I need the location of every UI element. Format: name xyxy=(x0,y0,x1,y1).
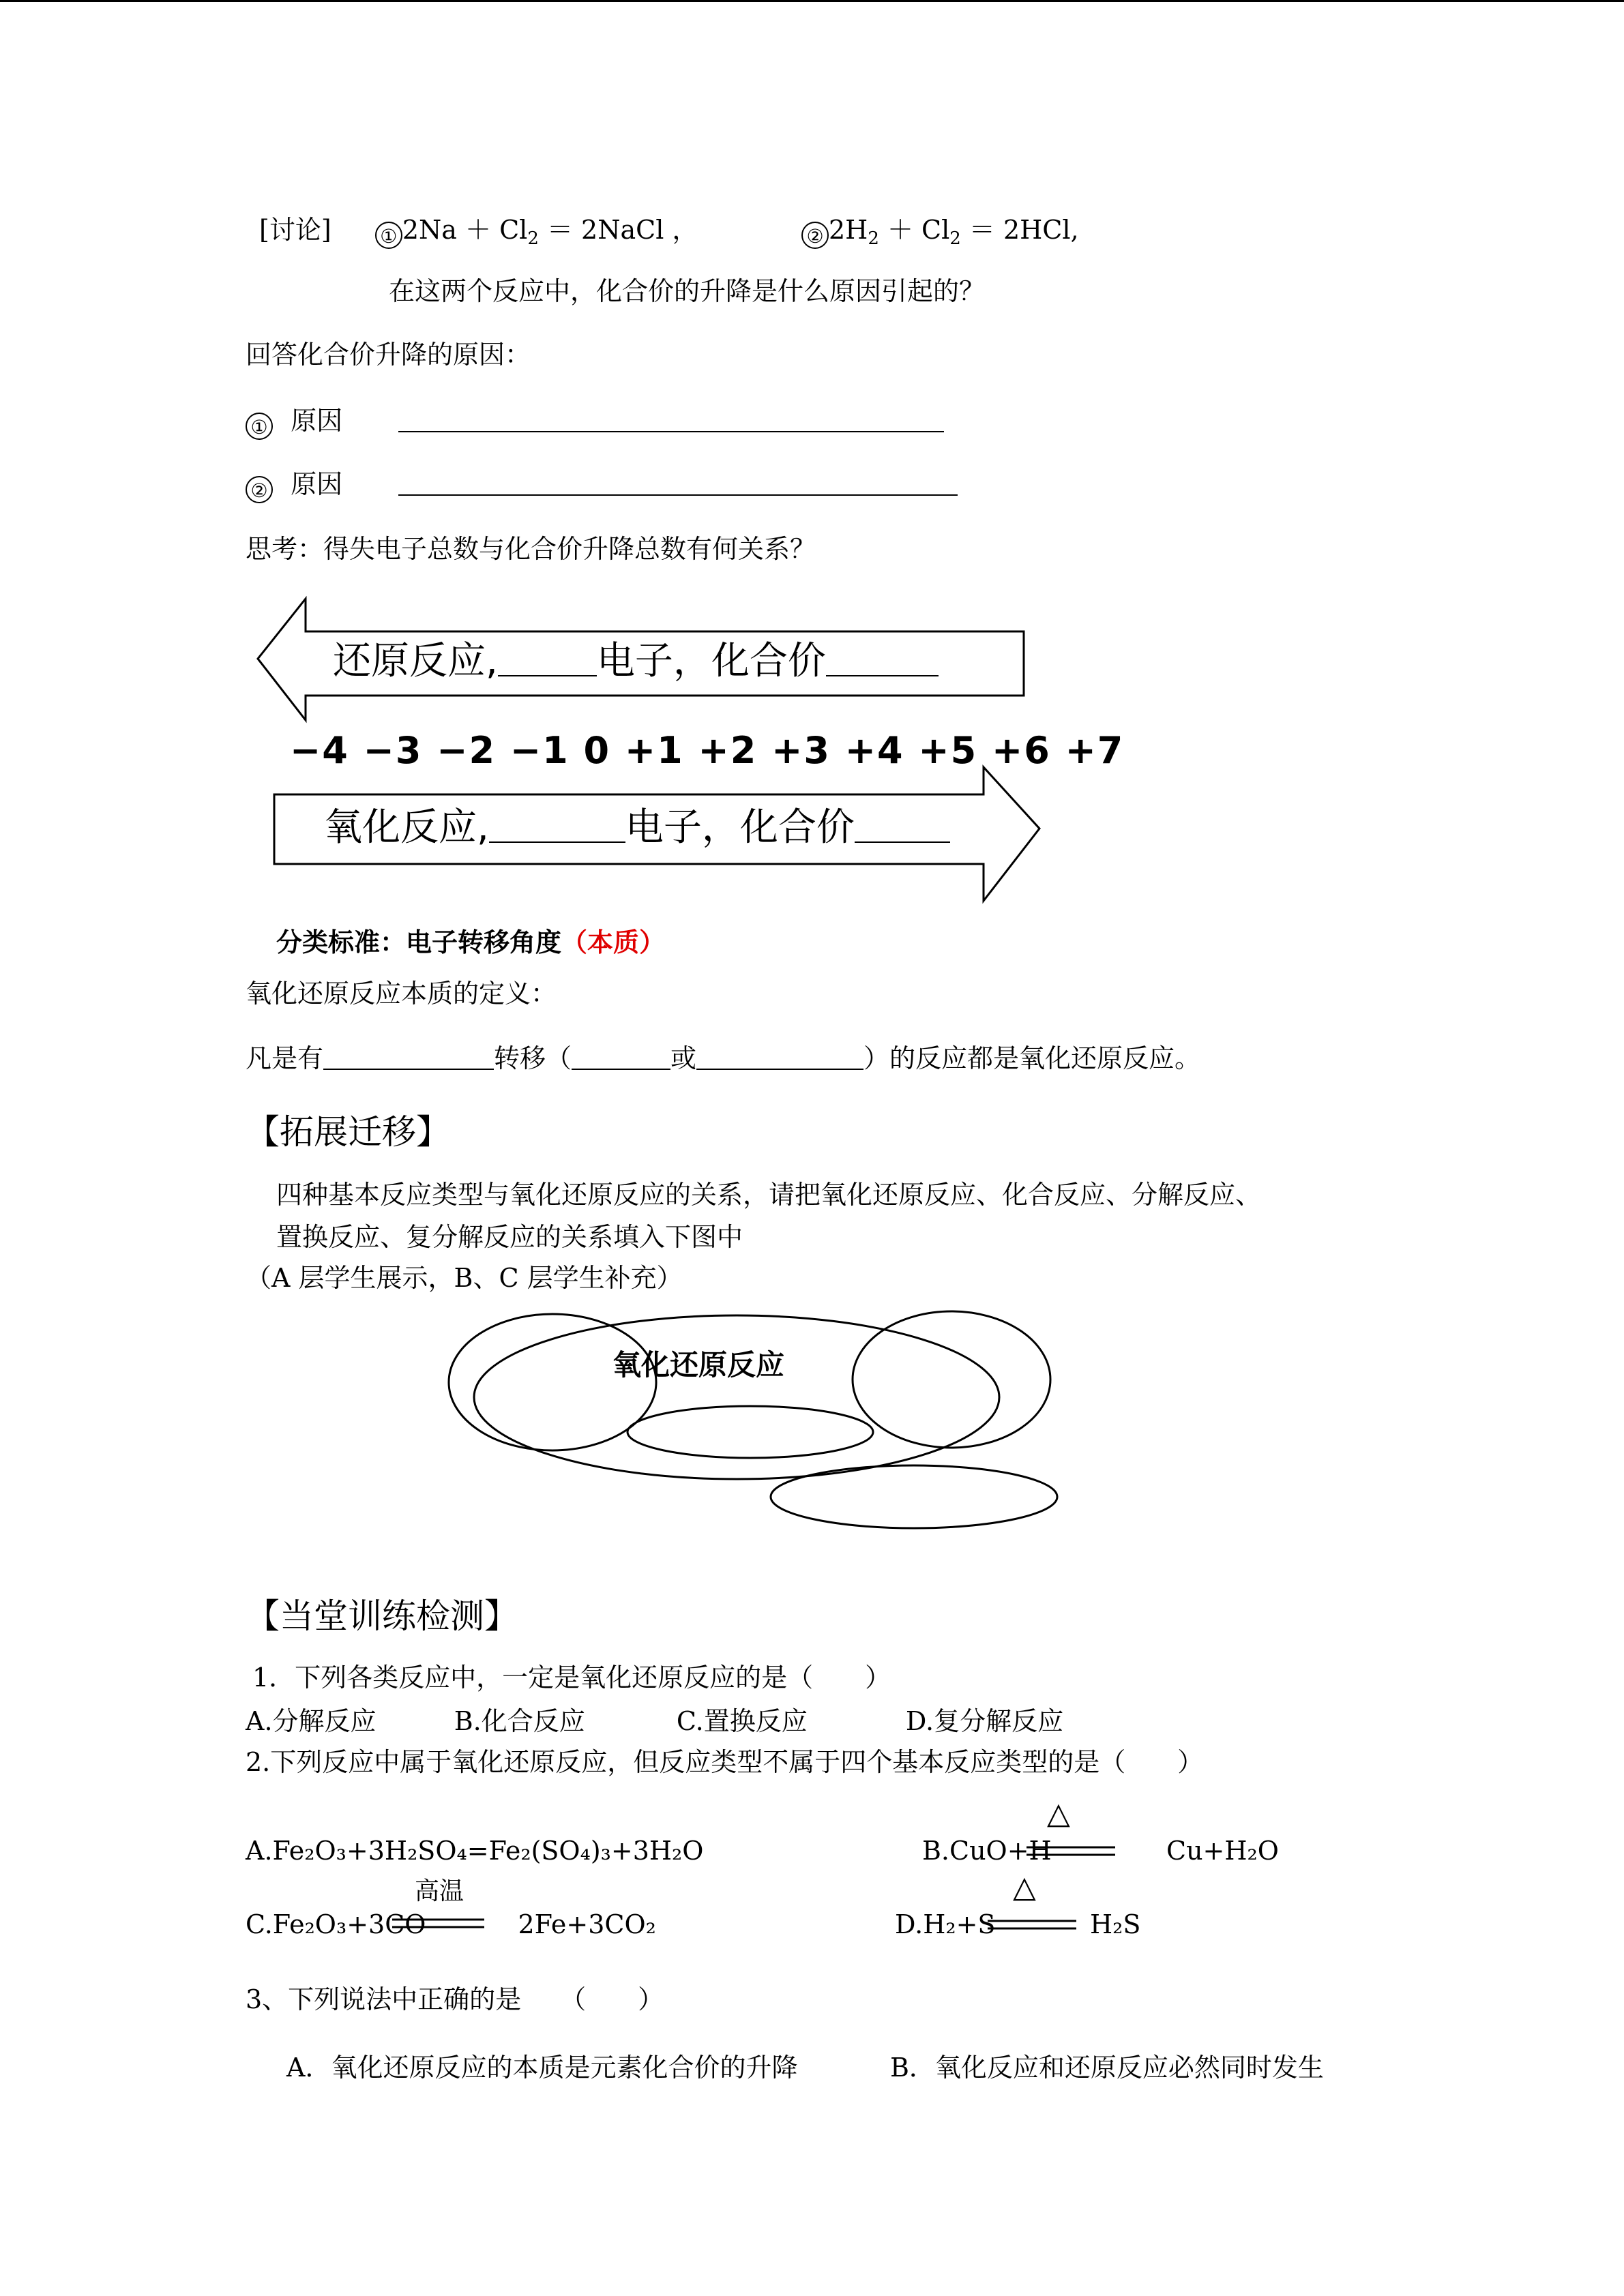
reason-1-blank[interactable] xyxy=(398,408,944,432)
reason-1-number: ① xyxy=(246,413,273,440)
definition-blank-1[interactable] xyxy=(323,1045,494,1070)
q2-b-rhs: Cu+H₂O xyxy=(1166,1836,1279,1866)
reaction-2-number: ② xyxy=(801,222,829,249)
reduction-valence-blank[interactable] xyxy=(826,640,939,676)
reaction-1-sub: 2 xyxy=(527,228,539,249)
think-question: 思考：得失电子总数与化合价升降总数有何关系？ xyxy=(246,534,816,564)
definition-part-a: 凡是有 xyxy=(246,1043,324,1073)
reaction-2-a: 2H xyxy=(829,215,868,245)
top-border xyxy=(0,0,1624,2)
classification-standard xyxy=(276,927,665,957)
reaction-1-rhs: ＝ 2NaCl ， xyxy=(538,215,698,245)
oxidation-text xyxy=(324,806,950,849)
discussion-line xyxy=(259,215,698,249)
q2-b-triangle: △ xyxy=(1047,1796,1070,1831)
ellipse-label: 氧化还原反应 xyxy=(612,1348,785,1382)
q2-d-equals xyxy=(988,1919,1076,1933)
discussion-question: 在这两个反应中，化合价的升降是什么原因引起的？ xyxy=(389,276,986,306)
reaction-2-sub2: 2 xyxy=(949,228,961,249)
definition-part-b: 转移（ xyxy=(494,1043,572,1073)
reason-1-label: 原因 xyxy=(291,406,343,436)
q2-d-triangle: △ xyxy=(1013,1870,1036,1905)
definition-part-d: ）的反应都是氧化还原反应。 xyxy=(863,1043,1201,1073)
extension-title: 【拓展迁移】 xyxy=(246,1112,450,1152)
ellipse-left xyxy=(449,1314,656,1450)
discussion-label: [讨论] xyxy=(259,215,331,245)
q1-option-a[interactable]: A.分解反应 xyxy=(246,1706,377,1736)
practice-title: 【当堂训练检测】 xyxy=(246,1596,518,1636)
definition-blank-3[interactable] xyxy=(696,1045,863,1070)
q2-option-a[interactable]: A.Fe₂O₃+3H₂SO₄=Fe₂(SO₄)₃+3H₂O xyxy=(246,1836,704,1866)
q1-option-c[interactable]: C.置换反应 xyxy=(676,1706,808,1736)
reduction-text xyxy=(333,640,939,683)
q2-c-rhs: 2Fe+3CO₂ xyxy=(518,1909,656,1939)
question-1: 1．下列各类反应中，一定是氧化还原反应的是（ ） xyxy=(252,1663,891,1693)
classification-text: 分类标准：电子转移角度 xyxy=(276,927,562,957)
ellipse-right xyxy=(853,1311,1050,1448)
ellipse-bottom xyxy=(771,1465,1057,1528)
question-2: 2.下列反应中属于氧化还原反应，但反应类型不属于四个基本反应类型的是（ ） xyxy=(246,1747,1204,1777)
ellipse-inner xyxy=(628,1406,873,1458)
reaction-1-number: ① xyxy=(375,222,402,249)
q2-c-condition: 高温 xyxy=(415,1877,464,1905)
q2-c-equals xyxy=(392,1918,484,1931)
q3-option-a[interactable]: A．氧化还原反应的本质是元素化合价的升降 xyxy=(286,2053,798,2083)
question-1-options xyxy=(246,1706,1063,1736)
reason-1 xyxy=(246,406,944,440)
extension-line-1: 四种基本反应类型与氧化还原反应的关系，请把氧化还原反应、化合反应、分解反应、 xyxy=(276,1180,1262,1210)
answer-prompt: 回答化合价升降的原因： xyxy=(246,340,531,370)
q2-d-rhs: H₂S xyxy=(1090,1909,1141,1939)
reason-2 xyxy=(246,469,958,503)
reaction-2-sub1: 2 xyxy=(868,228,879,249)
extension-line-2: 置换反应、复分解反应的关系填入下图中 xyxy=(276,1222,743,1252)
extension-note: （A 层学生展示，B、C 层学生补充） xyxy=(246,1263,683,1293)
reason-2-label: 原因 xyxy=(291,469,343,499)
definition-title: 氧化还原反应本质的定义： xyxy=(246,979,557,1009)
reaction-2-b: ＋ Cl xyxy=(879,215,950,245)
question-3: 3、下列说法中正确的是 （ ） xyxy=(246,1984,664,2014)
classification-highlight: （本质） xyxy=(561,927,666,957)
reduction-electron-blank[interactable] xyxy=(498,640,597,676)
q1-option-d[interactable]: D.复分解反应 xyxy=(905,1706,1064,1736)
q2-option-d[interactable] xyxy=(895,1909,995,1939)
reason-2-blank[interactable] xyxy=(398,471,958,496)
reaction-2 xyxy=(801,215,1079,249)
reduction-label: 还原反应, xyxy=(333,639,498,683)
oxidation-label: 氧化反应, xyxy=(324,805,489,850)
definition-part-c: 或 xyxy=(670,1043,697,1073)
valence-scale: −4 −3 −2 −1 0 +1 +2 +3 +4 +5 +6 +7 xyxy=(290,729,1125,772)
q2-d-lhs: D.H₂+S xyxy=(895,1909,996,1939)
definition-line xyxy=(246,1043,1200,1073)
q2-b-equals xyxy=(1027,1845,1115,1859)
oxidation-valence-label: 电子，化合价 xyxy=(625,805,855,850)
definition-blank-2[interactable] xyxy=(572,1045,670,1070)
reaction-2-c: ＝ 2HCl, xyxy=(960,215,1079,245)
oxidation-electron-blank[interactable] xyxy=(489,806,625,843)
q1-option-b[interactable]: B.化合反应 xyxy=(454,1706,585,1736)
q3-option-b[interactable]: B．氧化反应和还原反应必然同时发生 xyxy=(890,2053,1324,2083)
reduction-valence-label: 电子，化合价 xyxy=(596,639,826,683)
q2-c-lhs: C.Fe₂O₃+3CO xyxy=(246,1909,426,1939)
reason-2-number: ② xyxy=(246,476,273,503)
ellipse-redox xyxy=(474,1315,999,1479)
reaction-1-lhs: 2Na ＋ Cl xyxy=(402,215,528,245)
q2-b-lhs: B.CuO+H xyxy=(922,1836,1052,1866)
oxidation-valence-blank[interactable] xyxy=(855,806,950,843)
